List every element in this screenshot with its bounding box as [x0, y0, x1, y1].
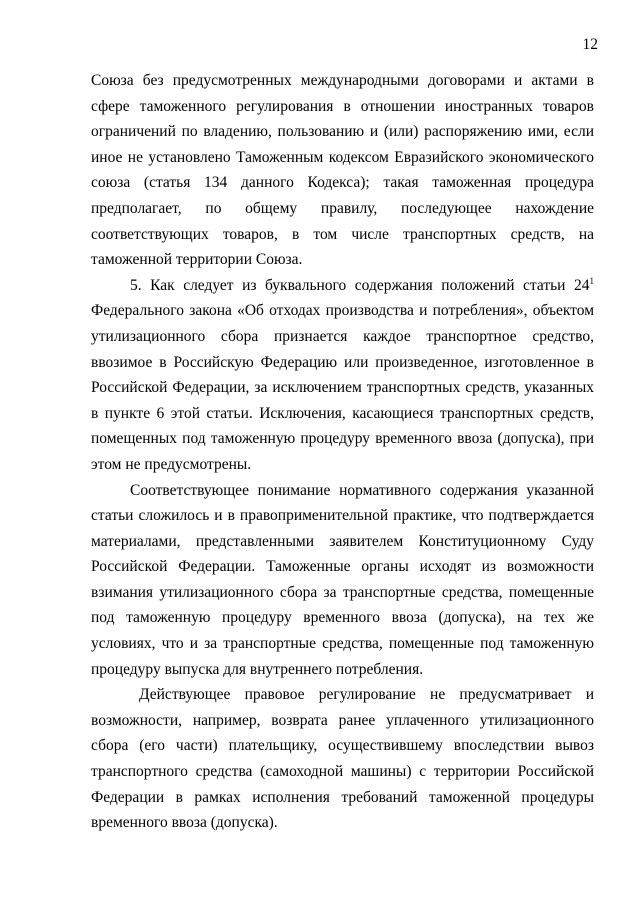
paragraph-regulation: Действующее правовое регулирование не предусматривает и возможности, например, возврата ранее уплаченного утилизационного сбора (его части) плательщику, осуществившему впоследствии вывоз транспортного средства (самоходной машины) с территории Российской Федерации в рамках исполнения требований таможенной процедуры временного ввоза (допуска).	[91, 686, 594, 832]
article-superscript: 1	[589, 275, 594, 286]
page-number: 12	[582, 36, 598, 53]
paragraph-item-5-text-end: Федерального закона «Об отходах производства и потребления», объектом утилизационного сбора признается каждое транспортное средство, ввозимое в Российскую Федерацию или произведенное, изготовленное в Российской Федерации, за исключением транспортных средств, указанных в пункте 6 этой статьи. Исключения, касающиеся транспортных средств, помещенных под таможенную процедуру временного ввоза (допуска), при этом не предусмотрены.	[91, 302, 594, 473]
paragraph-continuation: Союза без предусмотренных международными договорами и актами в сфере таможенного регулирования в отношении иностранных товаров ограничений по владению, пользованию и (или) распоряжению ими, если иное не установлено Таможенным кодексом Евразийского экономического союза (статья 134 данного Кодекса); такая таможенная процедура предполагает, по общему правилу, последующее нахождение соответствующих товаров, в том числе транспортных средств, на таможенной территории Союза.	[91, 72, 594, 269]
paragraph-item-5	[91, 273, 594, 478]
document-body	[91, 68, 594, 836]
paragraph-practice: Соответствующее понимание нормативного содержания указанной статьи сложилось и в правоприменительной практике, что подтверждается материалами, представленными заявителем Конституционному Суду Российской Федерации. Таможенные органы исходят из возможности взимания утилизационного сбора за транспортные средства, помещенные под таможенную процедуру временного ввоза (допуска), на тех же условиях, что и за транспортные средства, помещенные под таможенную процедуру выпуска для внутреннего потребления.	[91, 481, 594, 678]
paragraph-item-5-text-start: 5. Как следует из буквального содержания положений статьи 24	[130, 276, 590, 294]
